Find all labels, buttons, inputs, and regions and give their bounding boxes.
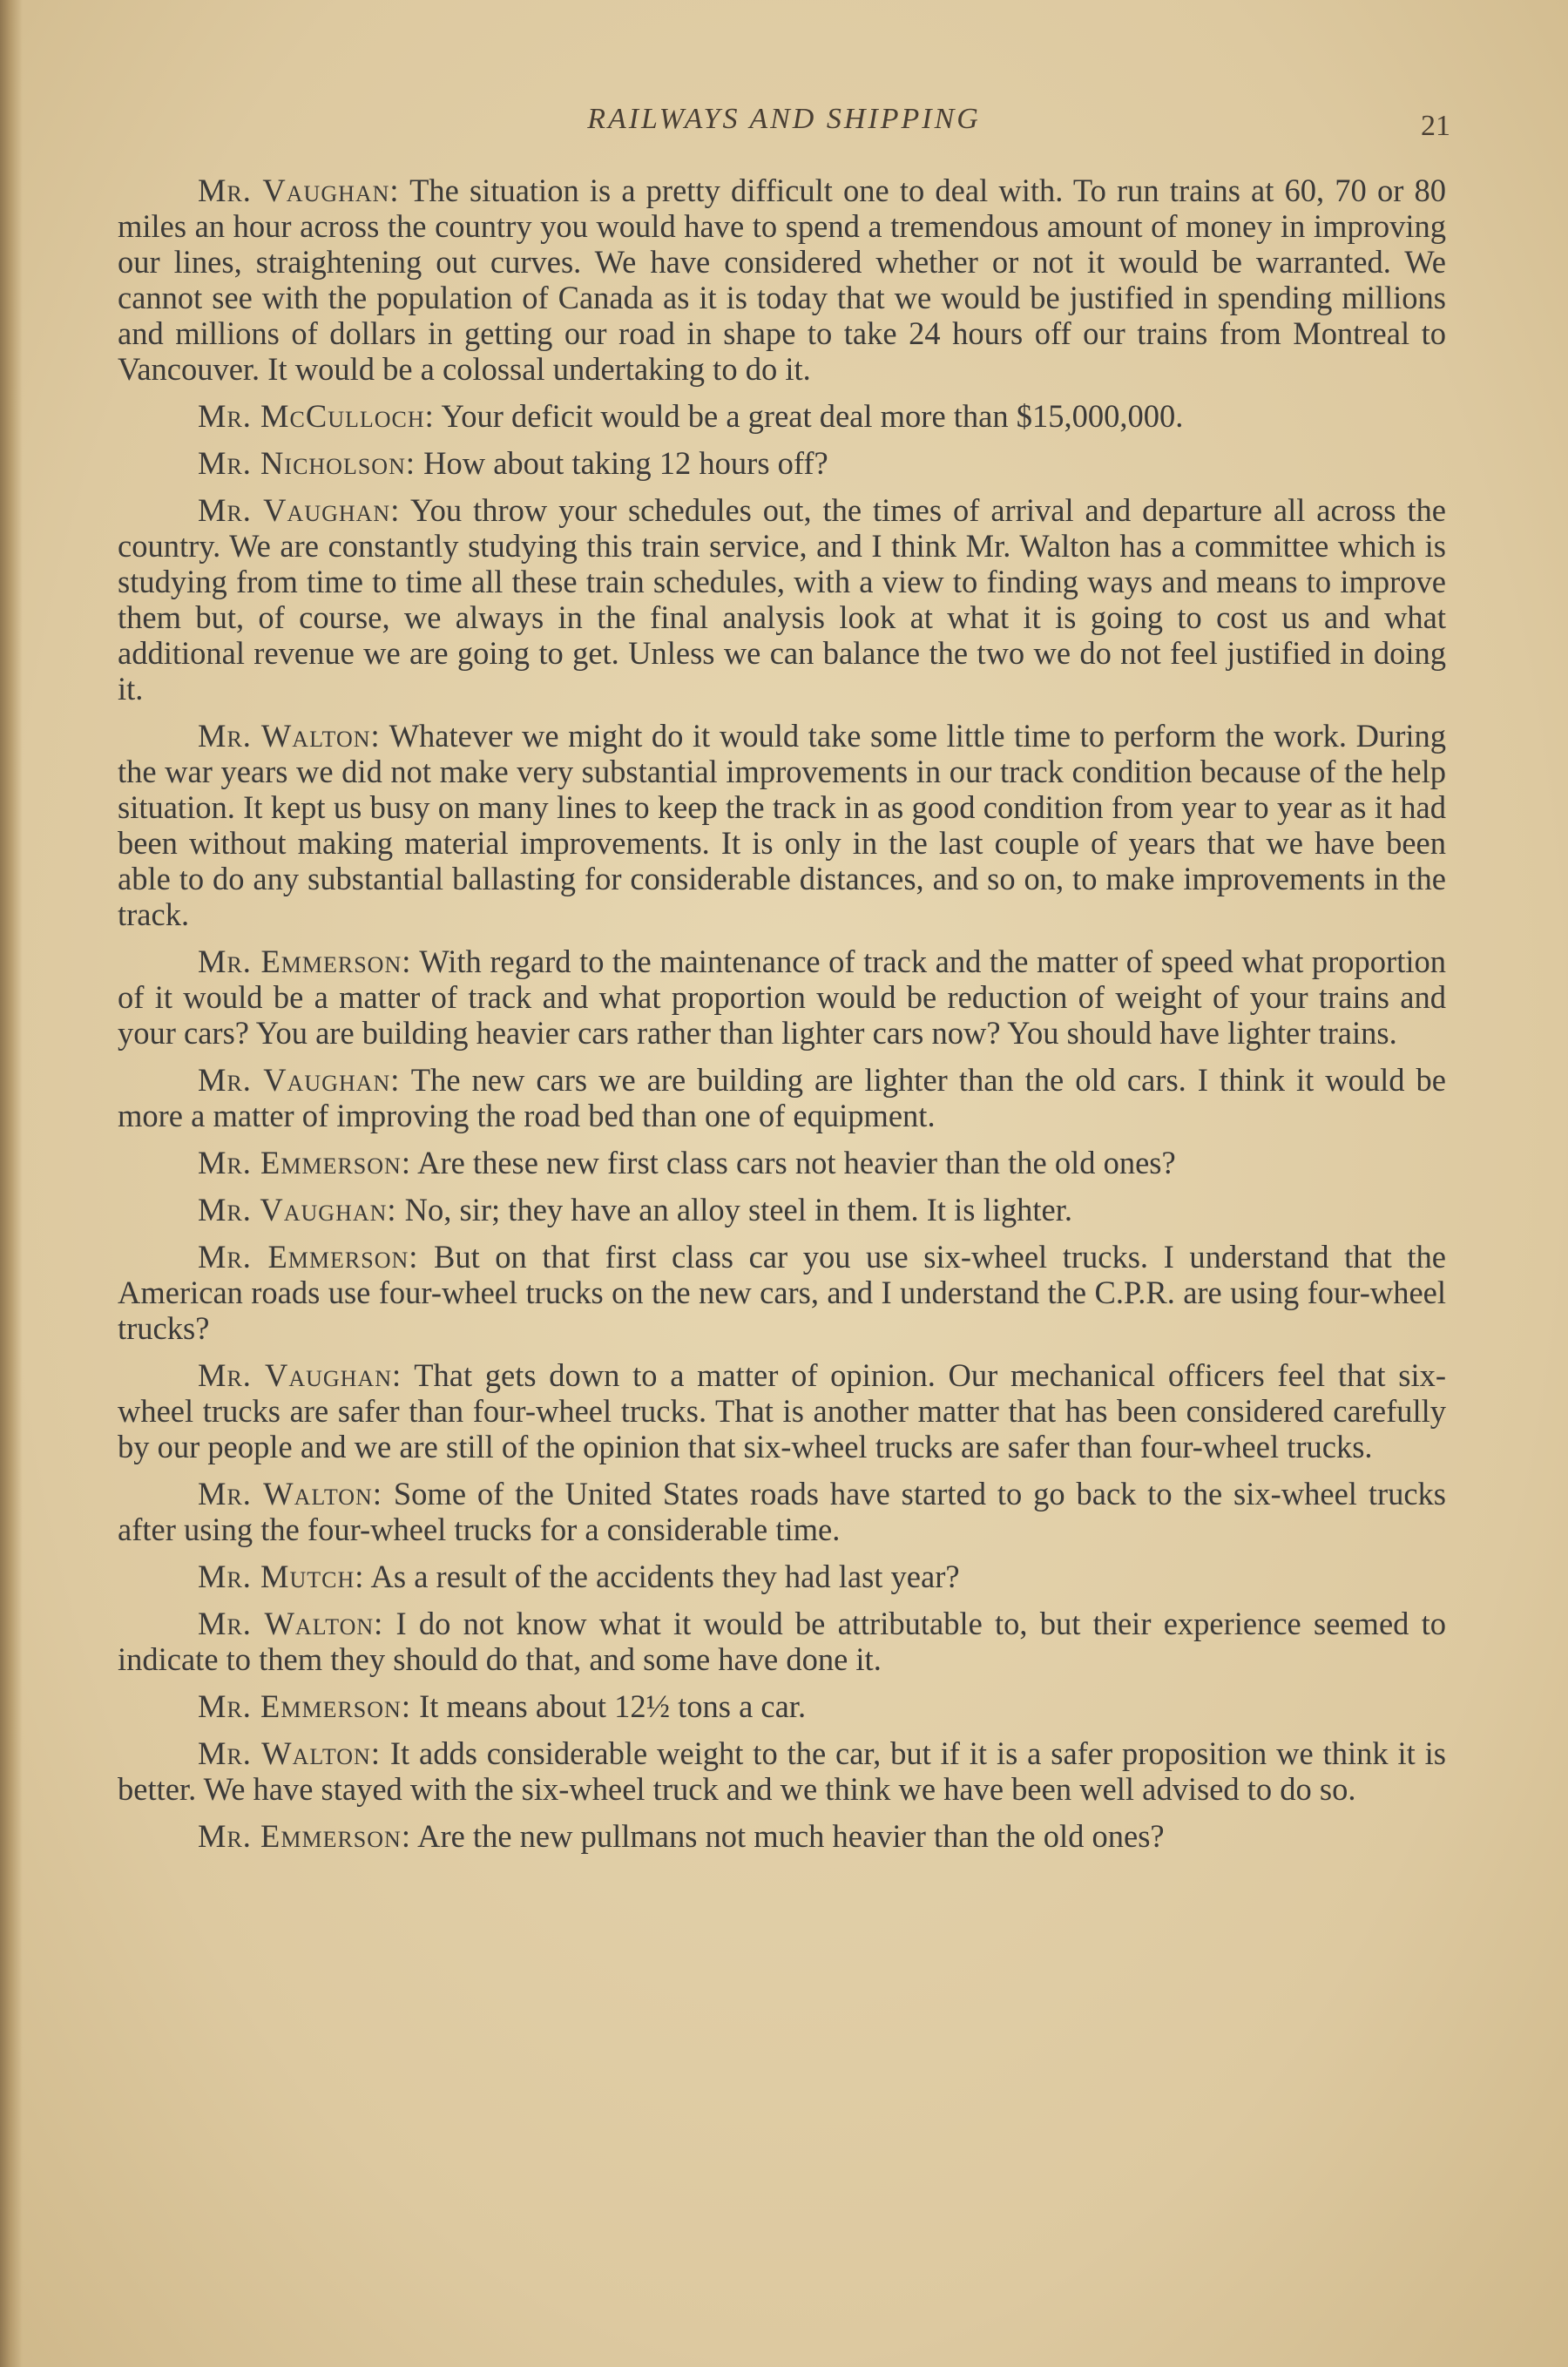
paragraph [118, 943, 1446, 1051]
paragraph [118, 1145, 1446, 1180]
paragraph [118, 398, 1446, 434]
paragraph-text: Some of the United States roads have started to go back to the six-wheel trucks after using the four-wheel trucks for a considerable time. [118, 1476, 1447, 1547]
speaker-name: Mr. Vaughan: [198, 1357, 402, 1393]
paragraph-text: As a result of the accidents they had last year? [370, 1559, 960, 1594]
transcript-body [118, 172, 1446, 1865]
speaker-name: Mr. Emmerson: [198, 1688, 411, 1724]
speaker-name: Mr. Walton: [198, 1476, 382, 1511]
speaker-name: Mr. Emmerson: [198, 1145, 411, 1180]
paragraph-text: Whatever we might do it would take some little time to perform the work. During the war years we did not make very substantial improvements in our track condition because of the help situation. It kept us busy on many lines to keep the track in as good condition from year to year as it had been without making material improvements. It is only in the last couple of years that we have been able to do any substantial ballasting for considerable distances, and so on, to make improvements in the track. [118, 718, 1446, 932]
paragraph [118, 1818, 1446, 1854]
paragraph-text: I do not know what it would be attributable to, but their experience seemed to indicate to them they should do that, and some have done it. [118, 1606, 1447, 1677]
speaker-name: Mr. Walton: [198, 1735, 381, 1771]
speaker-name: Mr. Nicholson: [198, 445, 416, 481]
speaker-name: Mr. Emmerson: [198, 943, 412, 979]
paragraph-text: It means about 12½ tons a car. [419, 1688, 807, 1724]
paragraph-text: Your deficit would be a great deal more than $15,000,000. [441, 398, 1184, 434]
speaker-name: Mr. Vaughan: [198, 172, 400, 208]
speaker-name: Mr. Vaughan: [198, 1062, 401, 1098]
paragraph [118, 172, 1446, 387]
paragraph [118, 1688, 1446, 1724]
speaker-name: Mr. Vaughan: [198, 1192, 397, 1227]
paragraph [118, 1062, 1446, 1133]
paragraph [118, 445, 1446, 481]
paragraph [118, 1735, 1446, 1807]
speaker-name: Mr. Walton: [198, 1606, 384, 1641]
paragraph [118, 492, 1446, 707]
page-binding-edge [0, 0, 23, 2367]
paragraph [118, 718, 1446, 932]
paragraph-text: It adds considerable weight to the car, but if it is a safer proposition we think it is better. We have stayed with the six-wheel truck and we think we have been well advised to do so. [118, 1735, 1446, 1807]
paragraph-text: Are these new first class cars not heavier than the old ones? [417, 1145, 1176, 1180]
page-number: 21 [1421, 110, 1450, 142]
speaker-name: Mr. Emmerson: [198, 1818, 411, 1854]
paragraph [118, 1606, 1446, 1677]
paragraph [118, 1192, 1446, 1227]
paragraph-text: But on that first class car you use six-wheel trucks. I understand that the American roads use four-wheel trucks on the new cars, and I understand the C.P.R. are using four-wheel trucks? [118, 1239, 1446, 1346]
paragraph [118, 1476, 1446, 1547]
speaker-name: Mr. Mutch: [198, 1559, 365, 1594]
paragraph [118, 1239, 1446, 1346]
running-title: RAILWAYS AND SHIPPING [587, 103, 981, 135]
paragraph-text: Are the new pullmans not much heavier than the old ones? [417, 1818, 1165, 1854]
paragraph-text: The situation is a pretty difficult one to deal with. To run trains at 60, 70 or 80 miles an hour across the country you would have to spend a tremendous amount of money in improving our lines, straightening out curves. We have considered whether or not it would be warranted. We cannot see with the population of Canada as it is today that we would be justified in spending millions and millions of dollars in getting our road in shape to take 24 hours off our trains from Montreal to Vancouver. It would be a colossal undertaking to do it. [118, 172, 1447, 387]
paragraph-text: That gets down to a matter of opinion. Our mechanical officers feel that six-wheel trucks are safer than four-wheel trucks. That is another matter that has been considered carefully by our people and we are still of the opinion that six-wheel trucks are safer than four-wheel trucks. [118, 1357, 1447, 1464]
paragraph-text: The new cars we are building are lighter than the old cars. I think it would be more a matter of improving the road bed than one of equipment. [118, 1062, 1446, 1133]
speaker-name: Mr. Vaughan: [198, 492, 401, 528]
paragraph [118, 1559, 1446, 1594]
paragraph-text: With regard to the maintenance of track and the matter of speed what proportion of it would be a matter of track and what proportion would be reduction of weight of your trains and your cars? You are building heavier cars rather than lighter cars now? You should have lighter trains. [118, 943, 1446, 1051]
paragraph-text: No, sir; they have an alloy steel in them. It is lighter. [404, 1192, 1073, 1227]
speaker-name: Mr. Emmerson: [198, 1239, 419, 1275]
speaker-name: Mr. Walton: [198, 718, 381, 754]
paragraph-text: How about taking 12 hours off? [423, 445, 828, 481]
paragraph [118, 1357, 1446, 1464]
paragraph-text: You throw your schedules out, the times of arrival and departure all across the country. We are constantly studying this train service, and I think Mr. Walton has a committee which is studying from time to time all these train schedules, with a view to finding ways and means to improve them but, of course, we always in the final analysis look at what it is going to cost us and what additional revenue we are going to get. Unless we can balance the two we do not feel justified in doing it. [118, 492, 1447, 707]
speaker-name: Mr. McCulloch: [198, 398, 435, 434]
